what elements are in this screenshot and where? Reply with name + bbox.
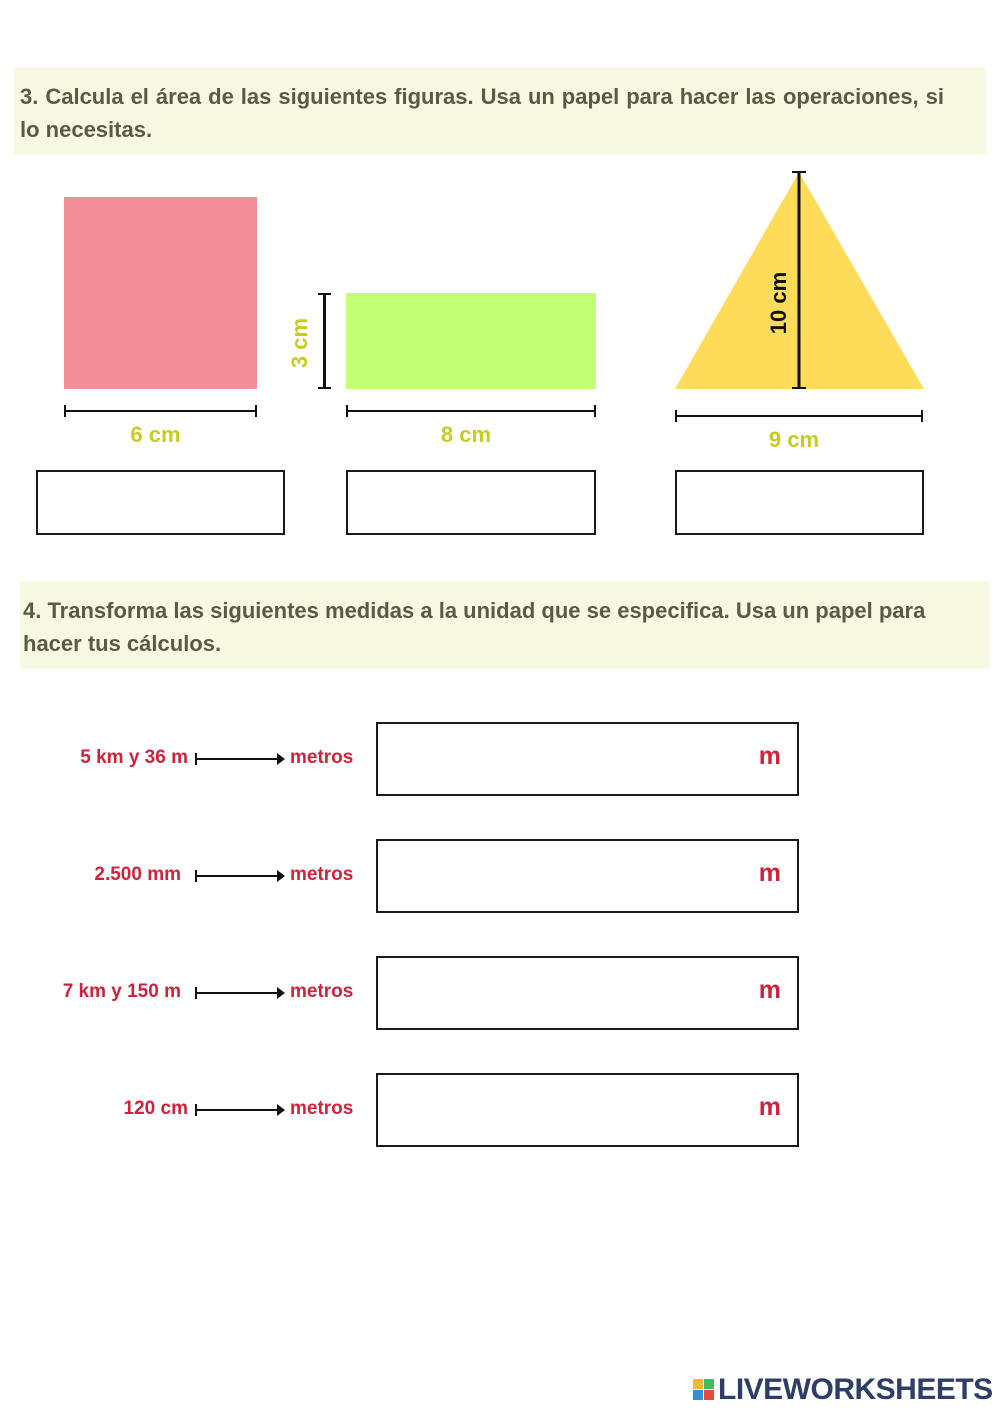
conversion-target-unit: metros: [290, 981, 354, 1002]
conversion-unit-suffix: m: [758, 859, 781, 887]
conversion-answer-input[interactable]: [376, 839, 799, 913]
arrow-right-icon: [195, 992, 283, 994]
triangle-height-label: 10 cm: [766, 271, 791, 335]
triangle-base-dimension-line: [675, 415, 923, 417]
triangle-base-label: 9 cm: [768, 427, 820, 452]
arrow-right-icon: [195, 1109, 283, 1111]
conversion-unit-suffix: m: [758, 742, 781, 770]
conversion-source-value: 2.500 mm: [94, 864, 181, 885]
rectangle-shape: [346, 293, 596, 389]
question-3-heading: 3. Calcula el área de las siguientes figuras. Usa un papel para hacer las operaciones, si lo necesitas.: [14, 67, 986, 155]
conversion-row: [0, 722, 1000, 796]
square-width-label: 6 cm: [130, 422, 181, 447]
triangle-shape: [670, 165, 930, 395]
rectangle-width-dimension-line: [346, 410, 596, 412]
conversion-unit-suffix: m: [758, 1093, 781, 1121]
conversion-row: [0, 1073, 1000, 1147]
logo-text: LIVEWORKSHEETS: [718, 1373, 993, 1406]
conversion-source-value: 120 cm: [123, 1098, 188, 1119]
triangle-area-answer-input[interactable]: [675, 470, 924, 535]
conversion-target-unit: metros: [290, 747, 354, 768]
liveworksheets-logo[interactable]: [693, 1372, 993, 1408]
arrow-right-icon: [195, 875, 283, 877]
conversion-unit-suffix: m: [758, 976, 781, 1004]
conversion-answer-input[interactable]: [376, 1073, 799, 1147]
conversion-source-value: 5 km y 36 m: [80, 747, 188, 768]
conversion-answer-input[interactable]: [376, 956, 799, 1030]
rectangle-height-label: 3 cm: [287, 317, 312, 369]
arrow-right-icon: [195, 758, 283, 760]
conversion-row: [0, 839, 1000, 913]
question-4-heading: 4. Transforma las siguientes medidas a la unidad que se especifica. Usa un papel para hacer tus cálculos.: [20, 581, 990, 669]
conversion-answer-input[interactable]: [376, 722, 799, 796]
conversion-row: [0, 956, 1000, 1030]
conversion-target-unit: metros: [290, 864, 354, 885]
rectangle-area-answer-input[interactable]: [346, 470, 596, 535]
conversion-source-value: 7 km y 150 m: [62, 981, 181, 1002]
conversion-target-unit: metros: [290, 1098, 354, 1119]
square-width-dimension-line: [64, 410, 257, 412]
liveworksheets-logo-icon: [693, 1379, 715, 1401]
square-shape: [64, 197, 257, 389]
rectangle-width-label: 8 cm: [440, 422, 492, 447]
rectangle-height-dimension-line: [323, 293, 326, 389]
square-area-answer-input[interactable]: [36, 470, 285, 535]
